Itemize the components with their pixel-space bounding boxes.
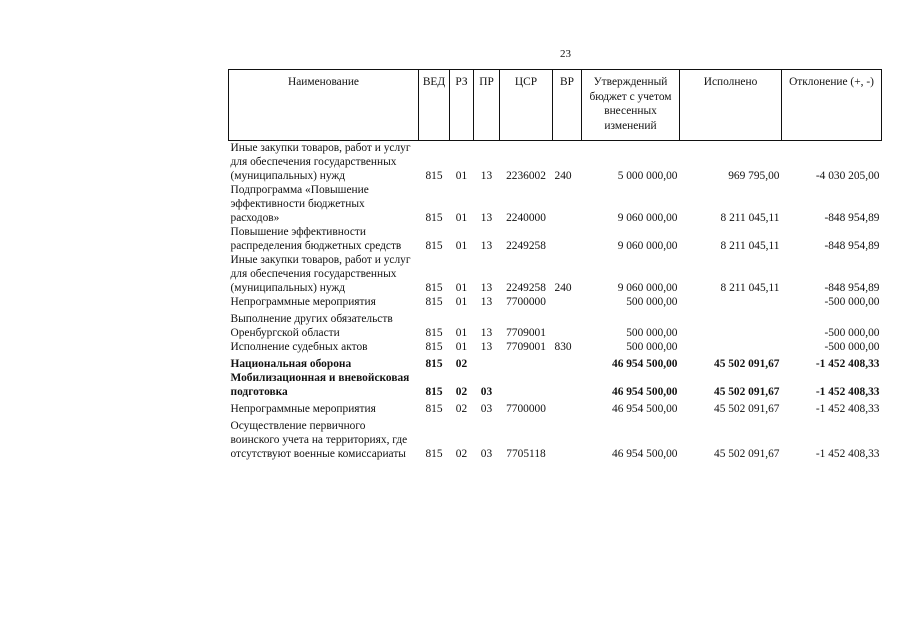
cell-deviation: -1 452 408,33	[815, 358, 880, 370]
cell-rz: 01	[455, 282, 468, 294]
cell-csr: 2236002	[506, 170, 546, 182]
cell-name: Повышение эффективности распределения бюджетных средств	[230, 226, 402, 252]
cell-vr: 240	[554, 282, 572, 294]
cell-rz: 02	[455, 403, 468, 415]
table-row	[229, 225, 882, 253]
table-row	[229, 141, 882, 184]
cell-approved: 9 060 000,00	[617, 240, 678, 252]
table-row	[229, 253, 882, 295]
cell-vr	[553, 371, 582, 399]
cell-name: Мобилизационная и вневойсковая подготовка	[230, 372, 410, 398]
cell-executed	[680, 309, 782, 340]
cell-name: Непрограммные мероприятия	[230, 403, 376, 415]
cell-approved: 500 000,00	[626, 327, 678, 339]
cell-name: Подпрограмма «Повышение эффективности бюджетных расходов»	[230, 184, 369, 224]
cell-rz: 01	[455, 240, 468, 252]
header-approved-budget: Утвержденный бюджет с учетом внесенных изменений	[582, 70, 680, 141]
header-pr: ПР	[474, 70, 500, 141]
cell-ved: 815	[425, 240, 443, 252]
cell-ved: 815	[425, 341, 443, 353]
cell-deviation: -848 954,89	[824, 282, 880, 294]
cell-rz: 01	[455, 341, 468, 353]
page-number: 23	[560, 48, 571, 60]
cell-executed	[680, 340, 782, 354]
cell-deviation: -4 030 205,00	[815, 170, 880, 182]
cell-rz: 02	[455, 358, 468, 370]
cell-deviation: -1 452 408,33	[815, 403, 880, 415]
cell-pr: 03	[480, 448, 493, 460]
cell-csr: 7700000	[506, 403, 546, 415]
cell-rz: 01	[455, 296, 468, 308]
header-csr: ЦСР	[500, 70, 553, 141]
cell-name: Иные закупки товаров, работ и услуг для обеспечения государственных (муниципальных) нужд	[230, 254, 411, 294]
cell-executed: 969 795,00	[728, 170, 780, 182]
cell-ved: 815	[425, 358, 443, 370]
cell-vr	[553, 183, 582, 225]
cell-name: Национальная оборона	[230, 358, 352, 370]
cell-csr: 2249258	[506, 282, 546, 294]
cell-rz: 01	[455, 170, 468, 182]
cell-rz: 02	[455, 448, 468, 460]
cell-executed: 45 502 091,67	[714, 448, 780, 460]
cell-ved: 815	[425, 386, 443, 398]
cell-name: Исполнение судебных актов	[230, 341, 368, 353]
cell-ved: 815	[425, 296, 443, 308]
cell-csr: 7709001	[506, 341, 546, 353]
cell-csr: 2240000	[506, 212, 546, 224]
cell-csr: 2249258	[506, 240, 546, 252]
cell-executed: 8 211 045,11	[720, 282, 780, 294]
cell-pr: 13	[480, 212, 493, 224]
budget-table	[228, 69, 882, 461]
table-row	[229, 399, 882, 416]
table-header	[229, 70, 882, 141]
cell-vr: 240	[554, 170, 572, 182]
cell-approved: 5 000 000,00	[617, 170, 678, 182]
cell-vr	[553, 399, 582, 416]
cell-pr: 13	[480, 240, 493, 252]
cell-vr	[553, 416, 582, 461]
table-row	[229, 295, 882, 309]
cell-csr: 7705118	[506, 448, 546, 460]
cell-approved: 9 060 000,00	[617, 212, 678, 224]
header-name: Наименование	[229, 70, 419, 141]
cell-ved: 815	[425, 448, 443, 460]
cell-deviation: -500 000,00	[824, 327, 880, 339]
table-body	[229, 141, 882, 462]
table-row	[229, 371, 882, 399]
cell-name: Непрограммные мероприятия	[230, 296, 376, 308]
cell-rz: 01	[455, 212, 468, 224]
cell-csr	[500, 371, 553, 399]
cell-pr: 03	[480, 403, 493, 415]
cell-approved: 46 954 500,00	[612, 403, 678, 415]
cell-name: Осуществление первичного воинского учета на территориях, где отсутствуют военные комиссариаты	[230, 420, 408, 460]
cell-rz: 02	[455, 386, 468, 398]
cell-ved: 815	[425, 403, 443, 415]
cell-approved: 46 954 500,00	[612, 386, 678, 398]
cell-approved: 500 000,00	[626, 341, 678, 353]
cell-ved: 815	[425, 212, 443, 224]
header-rz: РЗ	[450, 70, 474, 141]
table-row	[229, 183, 882, 225]
cell-pr: 13	[480, 170, 493, 182]
table-row	[229, 309, 882, 340]
cell-vr	[553, 309, 582, 340]
cell-name: Иные закупки товаров, работ и услуг для обеспечения государственных (муниципальных) нужд	[230, 142, 411, 182]
cell-deviation: -1 452 408,33	[815, 386, 880, 398]
cell-pr: 13	[480, 327, 493, 339]
cell-deviation: -500 000,00	[824, 341, 880, 353]
cell-csr: 7709001	[506, 327, 546, 339]
cell-pr	[474, 354, 500, 371]
header-vr: ВР	[553, 70, 582, 141]
cell-deviation: -848 954,89	[824, 212, 880, 224]
cell-pr: 13	[480, 296, 493, 308]
cell-deviation: -848 954,89	[824, 240, 880, 252]
cell-vr	[553, 225, 582, 253]
table-row	[229, 340, 882, 354]
cell-approved: 9 060 000,00	[617, 282, 678, 294]
cell-vr	[553, 354, 582, 371]
table-row	[229, 416, 882, 461]
cell-ved: 815	[425, 327, 443, 339]
cell-name: Выполнение других обязательств Оренбургской области	[230, 313, 393, 339]
cell-vr: 830	[554, 341, 572, 353]
cell-rz: 01	[455, 327, 468, 339]
table-row	[229, 354, 882, 371]
cell-approved: 46 954 500,00	[612, 448, 678, 460]
cell-csr: 7700000	[506, 296, 546, 308]
header-deviation: Отклонение (+, -)	[782, 70, 882, 141]
cell-ved: 815	[425, 170, 443, 182]
header-ved: ВЕД	[419, 70, 450, 141]
cell-ved: 815	[425, 282, 443, 294]
cell-executed: 45 502 091,67	[714, 403, 780, 415]
cell-approved: 500 000,00	[626, 296, 678, 308]
cell-approved: 46 954 500,00	[612, 358, 678, 370]
cell-deviation: -500 000,00	[824, 296, 880, 308]
cell-executed: 45 502 091,67	[714, 386, 780, 398]
header-executed: Исполнено	[680, 70, 782, 141]
cell-pr: 13	[480, 341, 493, 353]
cell-executed: 45 502 091,67	[714, 358, 780, 370]
cell-executed: 8 211 045,11	[720, 212, 780, 224]
cell-csr	[500, 354, 553, 371]
cell-pr: 13	[480, 282, 493, 294]
cell-executed	[680, 295, 782, 309]
cell-vr	[553, 295, 582, 309]
cell-executed: 8 211 045,11	[720, 240, 780, 252]
cell-deviation: -1 452 408,33	[815, 448, 880, 460]
cell-pr: 03	[480, 386, 493, 398]
